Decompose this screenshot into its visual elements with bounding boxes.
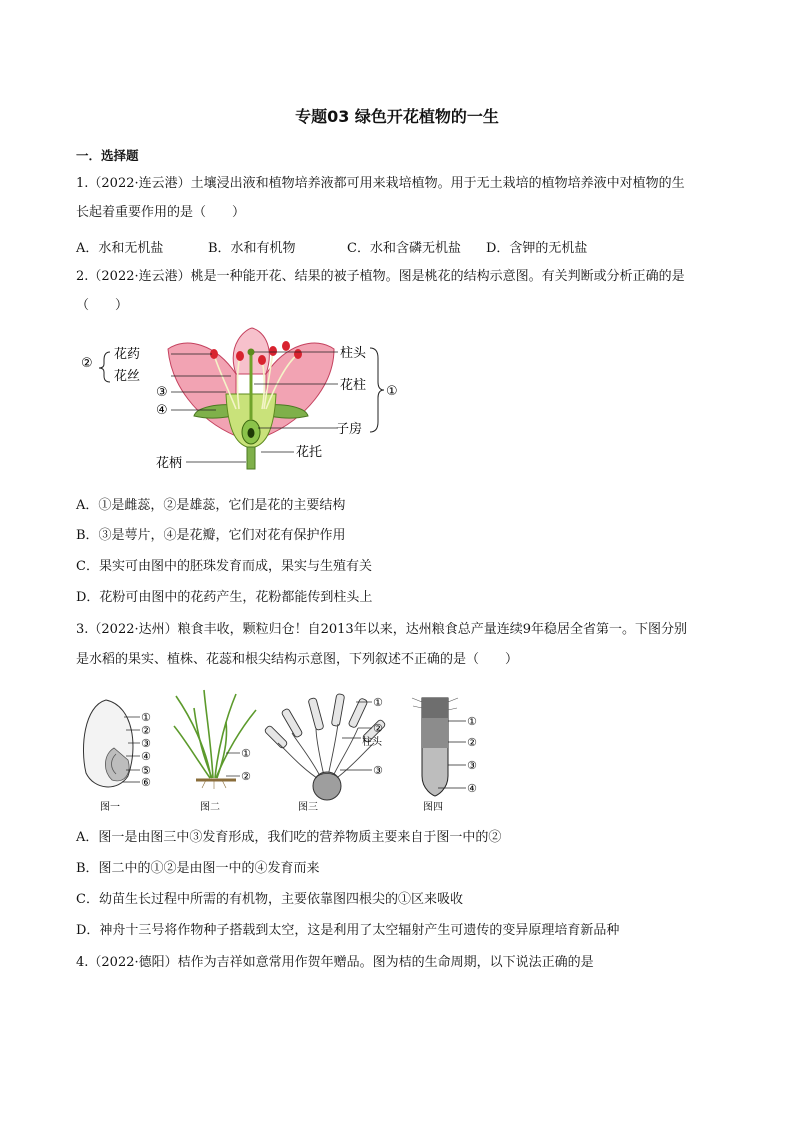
label-stigma: 柱头 — [340, 346, 367, 361]
ovule — [248, 428, 255, 438]
marker-4: ④ — [156, 403, 168, 418]
fig1-caption: 图一 — [100, 802, 120, 813]
q1-stem-line2: 长起着重要作用的是（ ） — [76, 205, 246, 220]
marker-1: ① — [386, 384, 398, 399]
fig1-rice-grain — [83, 700, 151, 813]
rice-structures-diagram — [76, 688, 496, 814]
brace-pistil — [370, 348, 384, 432]
q4-stem-line1: 4.（2022·德阳）桔作为吉祥如意常用作贺年赠品。图为桔的生命周期，以下说法正确的是 — [76, 955, 594, 970]
label-style: 花柱 — [340, 378, 367, 393]
fig3-rice-flower — [264, 694, 386, 813]
fig1-marker-3: ③ — [141, 737, 151, 750]
fig2-marker-1: ① — [241, 747, 251, 760]
q1-option-d: D．含钾的无机盐 — [486, 241, 588, 256]
page-title: 专题03 绿色开花植物的一生 — [295, 107, 499, 126]
fig4-marker-2: ② — [467, 736, 477, 749]
fig2-marker-2: ② — [241, 770, 251, 783]
fig3-label-stigma: 柱头 — [362, 737, 382, 748]
q1-option-c: C．水和含磷无机盐 — [347, 241, 461, 256]
fig2-caption: 图二 — [200, 802, 220, 813]
fig1-marker-1: ① — [141, 711, 151, 724]
q2-stem-line1: 2.（2022·连云港）桃是一种能开花、结果的被子植物。图是桃花的结构示意图。有关判断或分析正确的是 — [76, 269, 685, 284]
fig3-marker-2: ② — [373, 722, 383, 735]
fig3-marker-1: ① — [373, 696, 383, 709]
fig4-marker-1: ① — [467, 715, 477, 728]
q3-option-b: B．图二中的①②是由图一中的④发育而来 — [76, 861, 320, 876]
fig4-caption: 图四 — [423, 802, 443, 813]
q2-option-b: B．③是萼片，④是花瓣，它们对花有保护作用 — [76, 528, 346, 543]
label-receptacle: 花托 — [296, 445, 323, 460]
fig1-marker-6: ⑥ — [141, 776, 151, 789]
brace-stamen — [99, 352, 110, 382]
label-anther: 花药 — [114, 347, 141, 362]
peach-flower-diagram — [76, 324, 436, 476]
fig2-rice-plant — [174, 690, 256, 813]
label-ovary: 子房 — [336, 422, 363, 437]
q1-option-b: B．水和有机物 — [208, 241, 296, 256]
q2-option-c: C．果实可由图中的胚珠发育而成，果实与生殖有关 — [76, 559, 372, 574]
q2-option-d: D．花粉可由图中的花药产生，花粉都能传到柱头上 — [76, 590, 373, 605]
q3-stem-line1: 3.（2022·达州）粮食丰收，颗粒归仓！自2013年以来，达州粮食总产量连续9年稳居全省第一。下图分别 — [76, 622, 687, 637]
q3-option-a: A．图一是由图三中③发育形成，我们吃的营养物质主要来自于图一中的② — [76, 830, 502, 845]
label-pedicel: 花柄 — [156, 456, 183, 471]
q3-option-c: C．幼苗生长过程中所需的有机物，主要依靠图四根尖的①区来吸收 — [76, 892, 463, 907]
marker-2: ② — [81, 356, 93, 371]
fig4-marker-4: ④ — [467, 782, 477, 795]
fig3-marker-3: ③ — [373, 764, 383, 777]
fig1-marker-5: ⑤ — [141, 764, 151, 777]
q1-option-a: A．水和无机盐 — [76, 241, 164, 256]
fig1-marker-4: ④ — [141, 750, 151, 763]
q3-stem-line2: 是水稻的果实、植株、花蕊和根尖结构示意图，下列叙述不正确的是（ ） — [76, 652, 519, 667]
pistil-stigma — [248, 349, 255, 356]
q1-stem-line1: 1.（2022·连云港）土壤浸出液和植物培养液都可用来栽培植物。用于无土栽培的植物培养液中对植物的生 — [76, 176, 685, 191]
marker-3: ③ — [156, 385, 168, 400]
fig4-root-tip — [412, 698, 477, 813]
fig4-marker-3: ③ — [467, 759, 477, 772]
fig1-marker-2: ② — [141, 724, 151, 737]
q2-stem-line2: （ ） — [76, 298, 129, 313]
q3-option-d: D．神舟十三号将作物种子搭载到太空，这是利用了太空辐射产生可遗传的变异原理培育新品种 — [76, 923, 620, 938]
q2-option-a: A．①是雌蕊，②是雄蕊，它们是花的主要结构 — [76, 498, 346, 513]
label-filament: 花丝 — [114, 369, 141, 384]
pedicel — [247, 447, 255, 469]
petal-left — [168, 343, 236, 436]
section-heading: 一．选择题 — [76, 148, 139, 163]
fig3-caption: 图三 — [298, 802, 318, 813]
